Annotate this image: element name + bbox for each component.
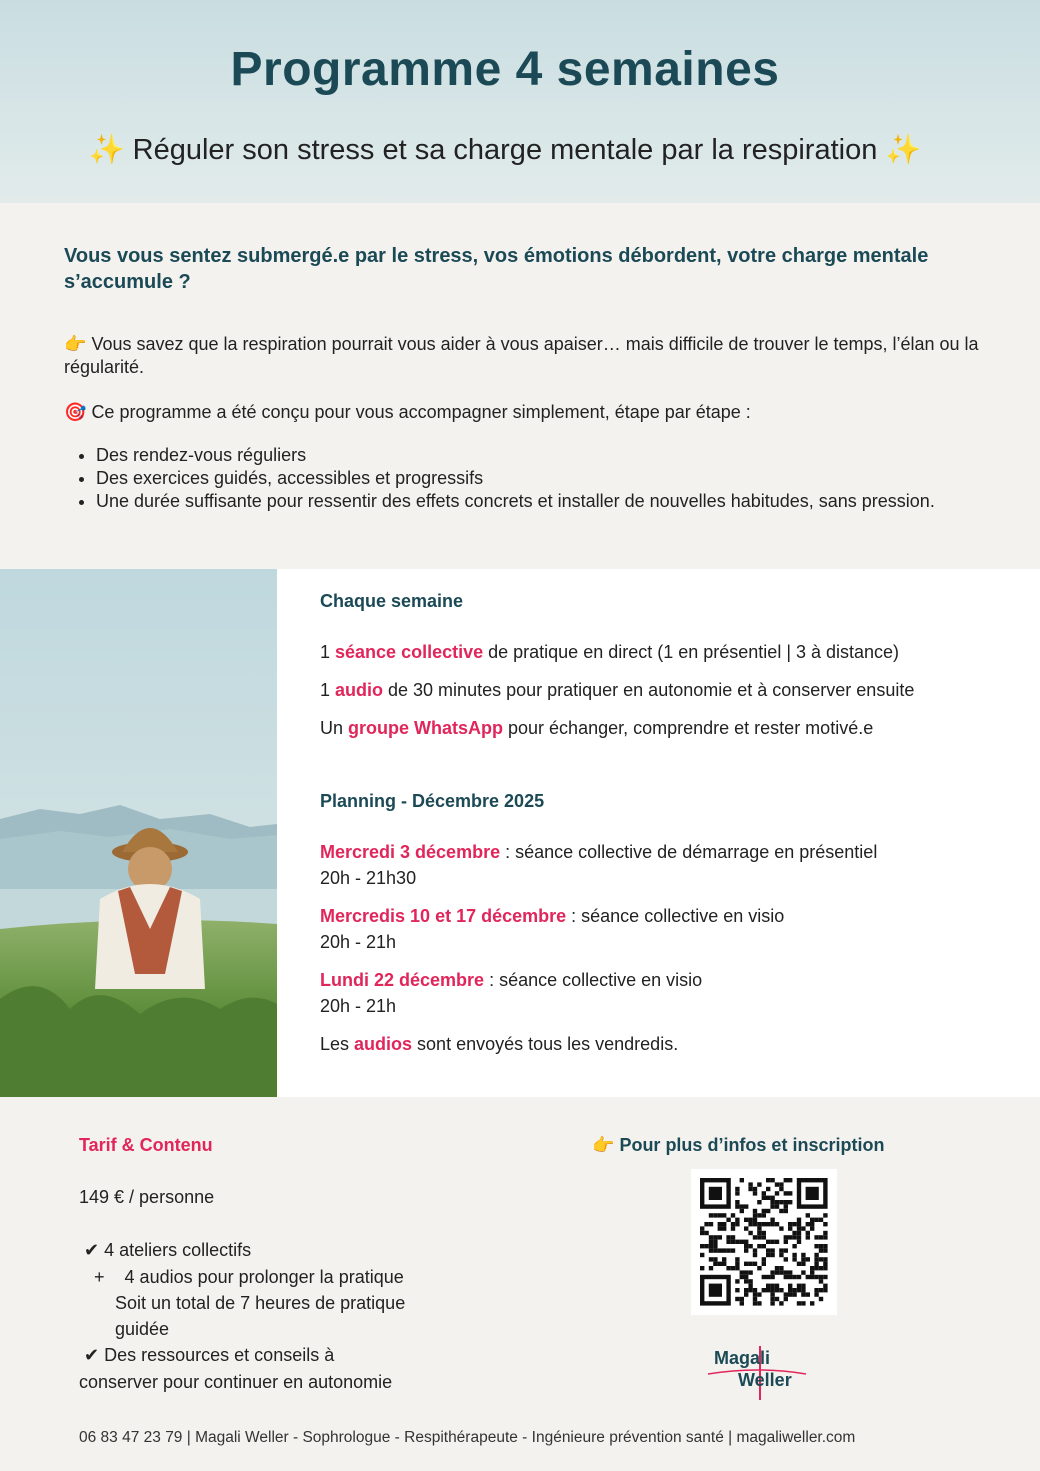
session-time: 20h - 21h bbox=[320, 932, 397, 952]
intro-bullet-list bbox=[64, 444, 984, 513]
highlight-text: audios bbox=[354, 1034, 413, 1054]
content-list bbox=[79, 1237, 499, 1395]
intro-question: Vous vous sentez submergé.e par le stress, vos émotions débordent, votre charge mentale s’accumule ? bbox=[64, 245, 929, 293]
logo bbox=[708, 1344, 808, 1404]
infos-title bbox=[592, 1133, 932, 1158]
page-title: Programme 4 semaines bbox=[230, 43, 780, 96]
pointing-hand-icon: 👉 bbox=[64, 334, 87, 355]
text: 1 bbox=[320, 642, 336, 662]
session-date: Mercredi 3 décembre bbox=[320, 842, 501, 862]
planning-audios-note bbox=[320, 1031, 1010, 1057]
session-desc: : séance collective en visio bbox=[566, 906, 785, 926]
intro-section bbox=[64, 243, 984, 513]
planning-session-2 bbox=[320, 903, 1010, 955]
intro-paragraph-2-text: Ce programme a été conçu pour vous accompagner simplement, étape par étape : bbox=[91, 402, 751, 422]
highlight-text: séance collective bbox=[335, 642, 484, 662]
intro-paragraph-1-text: Vous savez que la respiration pourrait vous aider à vous apaiser… mais difficile de trouver le temps, l’élan ou la régularité. bbox=[64, 334, 979, 377]
header-banner bbox=[0, 0, 1040, 203]
infos-title-text: Pour plus d’infos et inscription bbox=[619, 1135, 885, 1155]
list-item bbox=[79, 1264, 499, 1290]
landscape-illustration bbox=[0, 569, 277, 1097]
target-icon: 🎯 bbox=[64, 402, 87, 423]
planning-session-3 bbox=[320, 967, 1010, 1019]
list-item-text: 4 audios pour prolonger la pratique bbox=[124, 1267, 404, 1287]
tarif-block bbox=[79, 1133, 499, 1395]
sparkles-icon: ✨ bbox=[88, 132, 125, 166]
plus-icon: + bbox=[94, 1267, 105, 1287]
sparkles-icon: ✨ bbox=[885, 132, 922, 166]
list-item-text: Des ressources et conseils à bbox=[104, 1345, 335, 1365]
text: Un bbox=[320, 718, 349, 738]
session-date: Lundi 22 décembre bbox=[320, 970, 485, 990]
list-item bbox=[79, 1237, 499, 1264]
list-item: • Des exercices guidés, accessibles et progressifs bbox=[96, 467, 984, 490]
list-item: • Des rendez-vous réguliers bbox=[96, 444, 984, 467]
price: 149 € / personne bbox=[79, 1187, 215, 1207]
list-item: conserver pour continuer en autonomie bbox=[79, 1372, 393, 1392]
text: sont envoyés tous les vendredis. bbox=[412, 1034, 679, 1054]
list-item: Soit un total de 7 heures de pratique bbox=[115, 1293, 406, 1313]
intro-paragraph-1 bbox=[64, 333, 984, 379]
weekly-item-whatsapp bbox=[320, 715, 1010, 741]
session-desc: : séance collective de démarrage en présentiel bbox=[500, 842, 878, 862]
text: Les bbox=[320, 1034, 355, 1054]
program-details bbox=[320, 589, 1010, 1057]
woman-in-meadow-photo bbox=[0, 569, 277, 1097]
check-icon: ✔ bbox=[84, 1240, 100, 1261]
text: de 30 minutes pour pratiquer en autonomie et à conserver ensuite bbox=[383, 680, 915, 700]
session-date: Mercredis 10 et 17 décembre bbox=[320, 906, 567, 926]
logo-line-2: Weller bbox=[738, 1370, 792, 1390]
infos-block bbox=[592, 1133, 932, 1158]
qr-code[interactable] bbox=[691, 1169, 837, 1315]
intro-paragraph-2 bbox=[64, 401, 984, 424]
text: 1 bbox=[320, 680, 336, 700]
check-icon: ✔ bbox=[84, 1345, 100, 1366]
planning-title: Planning - Décembre 2025 bbox=[320, 791, 545, 811]
session-time: 20h - 21h30 bbox=[320, 868, 417, 888]
pointing-hand-icon: 👉 bbox=[592, 1135, 615, 1156]
weekly-title: Chaque semaine bbox=[320, 591, 464, 611]
list-item: • Une durée suffisante pour ressentir des effets concrets et installer de nouvelles habitudes, sans pression. bbox=[96, 490, 984, 513]
program-details-section bbox=[0, 569, 1040, 1097]
qr-code-icon bbox=[691, 1169, 837, 1315]
tarif-title: Tarif & Contenu bbox=[79, 1135, 213, 1155]
highlight-text: groupe WhatsApp bbox=[348, 718, 504, 738]
text: pour échanger, comprendre et rester motivé.e bbox=[503, 718, 874, 738]
session-time: 20h - 21h bbox=[320, 996, 397, 1016]
list-item bbox=[79, 1342, 499, 1369]
page-subtitle bbox=[0, 132, 1010, 167]
planning-session-1 bbox=[320, 839, 1010, 891]
list-item-text: 4 ateliers collectifs bbox=[104, 1240, 252, 1260]
subtitle-text: Réguler son stress et sa charge mentale par la respiration bbox=[132, 134, 878, 166]
logo-line-1: Magali bbox=[714, 1348, 771, 1368]
session-desc: : séance collective en visio bbox=[484, 970, 703, 990]
highlight-text: audio bbox=[335, 680, 384, 700]
text: de pratique en direct (1 en présentiel | 3 à distance) bbox=[483, 642, 900, 662]
weekly-item-session bbox=[320, 639, 1010, 665]
pricing-section bbox=[0, 1097, 1040, 1471]
footer-contact: 06 83 47 23 79 | Magali Weller - Sophrologue - Respithérapeute - Ingénieure prévention santé | magaliweller.com bbox=[79, 1429, 856, 1446]
list-item: guidée bbox=[115, 1319, 170, 1339]
weekly-item-audio bbox=[320, 677, 1010, 703]
